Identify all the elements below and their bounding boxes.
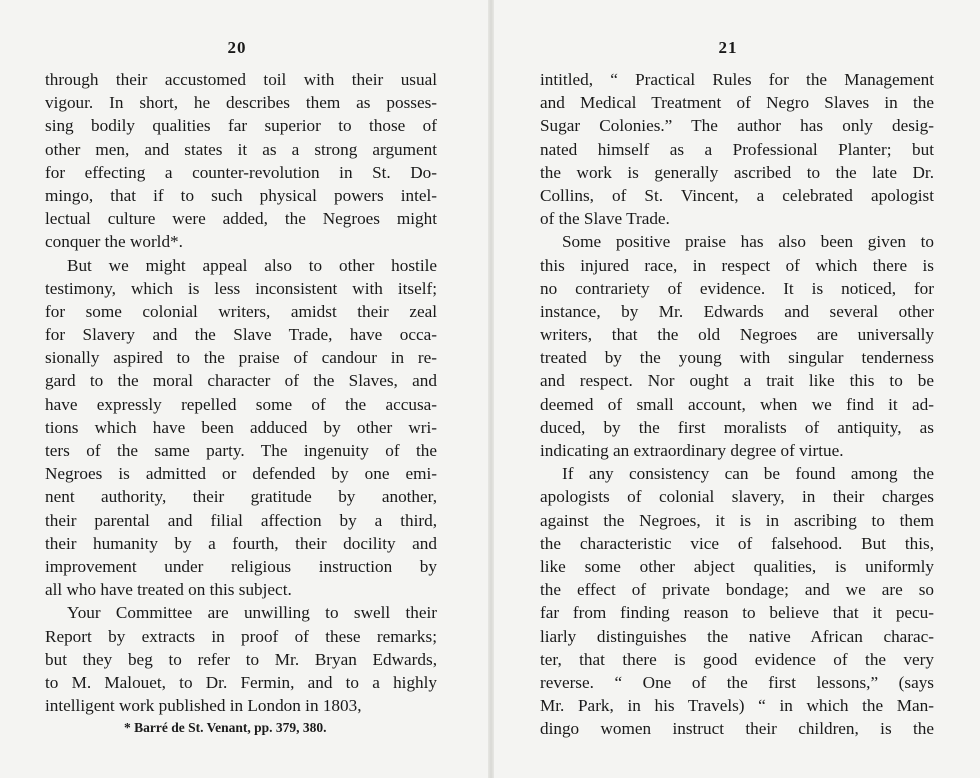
text-line: the characteristic vice of falsehood. But this, bbox=[540, 533, 934, 553]
text-line: intelligent work published in London in 1803, bbox=[45, 696, 362, 716]
text-line: nated himself as a Professional Planter; but bbox=[540, 139, 934, 159]
text-line: other men, and states it as a strong argument bbox=[45, 139, 437, 159]
text-line: treated by the young with singular tenderness bbox=[540, 348, 934, 368]
text-line: Report by extracts in proof of these remarks; bbox=[45, 626, 437, 646]
text-line: improvement under religious instruction by bbox=[45, 556, 437, 576]
text-line: have expressly repelled some of the accusa- bbox=[45, 394, 437, 414]
text-line: Collins, of St. Vincent, a celebrated apologist bbox=[540, 185, 934, 205]
text-line: their parental and filial affection by a third, bbox=[45, 510, 437, 530]
text-line: instance, by Mr. Edwards and several other bbox=[540, 301, 934, 321]
text-line: to M. Malouet, to Dr. Fermin, and to a highly bbox=[45, 672, 437, 692]
text-line: Negroes is admitted or defended by one emi- bbox=[45, 464, 437, 484]
text-line: Some positive praise has also been given to bbox=[562, 232, 934, 252]
text-line: liarly distinguishes the native African charac- bbox=[540, 626, 934, 646]
text-line: and Medical Treatment of Negro Slaves in the bbox=[540, 93, 934, 113]
page-text bbox=[540, 68, 934, 740]
text-line: testimony, which is less inconsistent with itself; bbox=[45, 278, 437, 298]
text-line: the effect of private bondage; and we are so bbox=[540, 580, 934, 600]
left-page bbox=[0, 0, 488, 778]
text-line: Mr. Park, in his Travels) “ in which the Man- bbox=[540, 696, 934, 716]
text-line: for effecting a counter-revolution in St. Do- bbox=[45, 162, 437, 182]
text-line: but they beg to refer to Mr. Bryan Edwards, bbox=[45, 649, 437, 669]
text-line: all who have treated on this subject. bbox=[45, 580, 292, 600]
text-line: through their accustomed toil with their usual bbox=[45, 70, 437, 89]
text-line: writers, that the old Negroes are universally bbox=[540, 325, 934, 345]
text-line: duced, by the first moralists of antiquity, as bbox=[540, 417, 934, 437]
text-line: their humanity by a fourth, their docility and bbox=[45, 533, 437, 553]
text-line: If any consistency can be found among the bbox=[562, 464, 934, 484]
text-line: vigour. In short, he describes them as posses- bbox=[45, 93, 437, 113]
text-line: no contrariety of evidence. It is noticed, for bbox=[540, 278, 934, 298]
text-line: and respect. Nor ought a trait like this to be bbox=[540, 371, 934, 391]
text-line: the work is generally ascribed to the late Dr. bbox=[540, 162, 934, 182]
text-line: sionally aspired to the praise of candour in re- bbox=[45, 348, 437, 368]
text-line: apologists of colonial slavery, in their charges bbox=[540, 487, 934, 507]
text-line: against the Negroes, it is in ascribing to them bbox=[540, 510, 934, 530]
text-line: Sugar Colonies.” The author has only desig- bbox=[540, 116, 934, 136]
page-number: 20 bbox=[227, 38, 247, 57]
text-line: far from finding reason to believe that it pecu- bbox=[540, 603, 934, 623]
text-line: intitled, “ Practical Rules for the Management bbox=[540, 70, 934, 89]
text-line: reverse. “ One of the first lessons,” (says bbox=[540, 672, 934, 692]
text-line: nent authority, their gratitude by another, bbox=[45, 487, 437, 507]
text-line: tions which have been adduced by other wri- bbox=[45, 417, 437, 437]
page-text bbox=[45, 68, 437, 717]
text-line: Your Committee are unwilling to swell their bbox=[67, 603, 437, 623]
text-line: gard to the moral character of the Slaves, and bbox=[45, 371, 437, 391]
text-line: ter, that there is good evidence of the very bbox=[540, 649, 934, 669]
text-line: mingo, that if to such physical powers intel- bbox=[45, 185, 437, 205]
text-line: lectual culture were added, the Negroes might bbox=[45, 209, 437, 229]
text-line: sing bodily qualities far superior to those of bbox=[45, 116, 437, 136]
text-line: this injured race, in respect of which there is bbox=[540, 255, 934, 275]
text-line: indicating an extraordinary degree of virtue. bbox=[540, 441, 844, 460]
text-line: like some other abject qualities, is uniformly bbox=[540, 556, 934, 576]
text-line: for Slavery and the Slave Trade, have occa- bbox=[45, 325, 437, 345]
footnote: * Barré de St. Venant, pp. 379, 380. bbox=[124, 720, 327, 735]
text-line: ters of the same party. The ingenuity of the bbox=[45, 441, 437, 460]
text-line: But we might appeal also to other hostile bbox=[67, 255, 437, 275]
text-line: for some colonial writers, amidst their zeal bbox=[45, 301, 437, 321]
text-line: deemed of small account, when we find it ad- bbox=[540, 394, 934, 414]
right-page bbox=[494, 0, 980, 778]
text-line: dingo women instruct their children, is the bbox=[540, 719, 934, 739]
text-line: conquer the world*. bbox=[45, 232, 183, 252]
text-line: of the Slave Trade. bbox=[540, 209, 670, 229]
page-number: 21 bbox=[718, 38, 738, 57]
